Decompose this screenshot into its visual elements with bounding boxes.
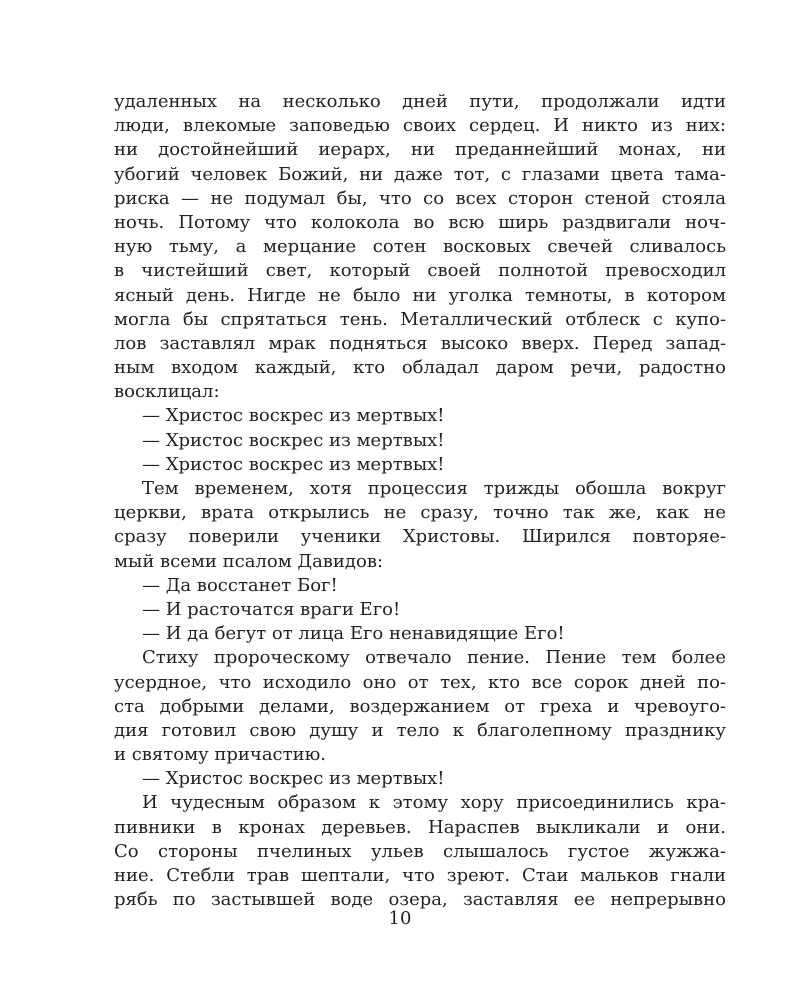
text-line: ную тьму, а мерцание сотен восковых свечей сливалось [114,236,726,258]
text-line: лов заставлял мрак подняться высоко вверх. Перед запад- [114,332,726,354]
text-line: восклицал: [114,381,220,403]
page-number: 10 [388,908,412,929]
text-line: — Христос воскрес из мертвых! [142,453,445,475]
text-line: — И да бегут от лица Его ненавидящие Его! [142,623,565,645]
text-line: ста добрыми делами, воздержанием от греха и чревоуго- [114,695,726,717]
text-line: дия готовил свою душу и тело к благолепному празднику [114,719,726,741]
text-line: ние. Стебли трав шептали, что зреют. Стаи мальков гнали [114,865,726,886]
body-text [114,90,726,912]
text-line: церкви, врата открылись не сразу, точно так же, как не [114,502,726,524]
text-line: Стиху пророческому отвечало пение. Пение тем более [142,647,726,669]
text-line: люди, влекомые заповедью своих сердец. И никто из них: [114,115,726,137]
text-line: — И расточатся враги Его! [142,598,401,620]
text-line: усердное, что исходило оно от тех, кто все сорок дней по- [114,671,726,693]
text-line: риска — не подумал бы, что со всех сторон стеной стояла [114,187,726,209]
text-line: в чистейший свет, который своей полнотой превосходил [114,260,726,282]
text-line: — Христос воскрес из мертвых! [142,768,445,790]
text-line: Тем временем, хотя процессия трижды обошла вокруг [142,478,726,499]
text-line: — Христос воскрес из мертвых! [142,405,445,427]
text-line: ни достойнейший иерарх, ни преданнейший монах, ни [114,139,726,161]
text-line: убогий человек Божий, ни даже тот, с глазами цвета тама- [114,163,726,185]
text-line: рябь по застывшей воде озера, заставляя ее непрерывно [114,889,726,911]
text-line: ночь. Потому что колокола во всю ширь раздвигали ноч- [114,211,726,233]
text-line: — Христос воскрес из мертвых! [142,429,445,451]
text-line: мый всеми псалом Давидов: [114,550,384,572]
text-line: удаленных на несколько дней пути, продолжали идти [114,91,726,112]
text-line: ясный день. Нигде не было ни уголка темноты, в котором [114,284,726,306]
text-line: Со стороны пчелиных ульев слышалось густое жужжа- [114,840,726,862]
text-line: ным входом каждый, кто обладал даром речи, радостно [114,357,726,379]
text-line: — Да восстанет Бог! [142,574,338,596]
text-line: сразу поверили ученики Христовы. Ширился повторяе- [114,526,726,548]
text-line: пивники в кронах деревьев. Нараспев выкликали и они. [114,816,726,838]
text-line: И чудесным образом к этому хору присоединились кра- [142,792,726,814]
text-line: и святому причастию. [114,744,326,766]
text-line: могла бы спрятаться тень. Металлический отблеск с купо- [114,308,726,330]
